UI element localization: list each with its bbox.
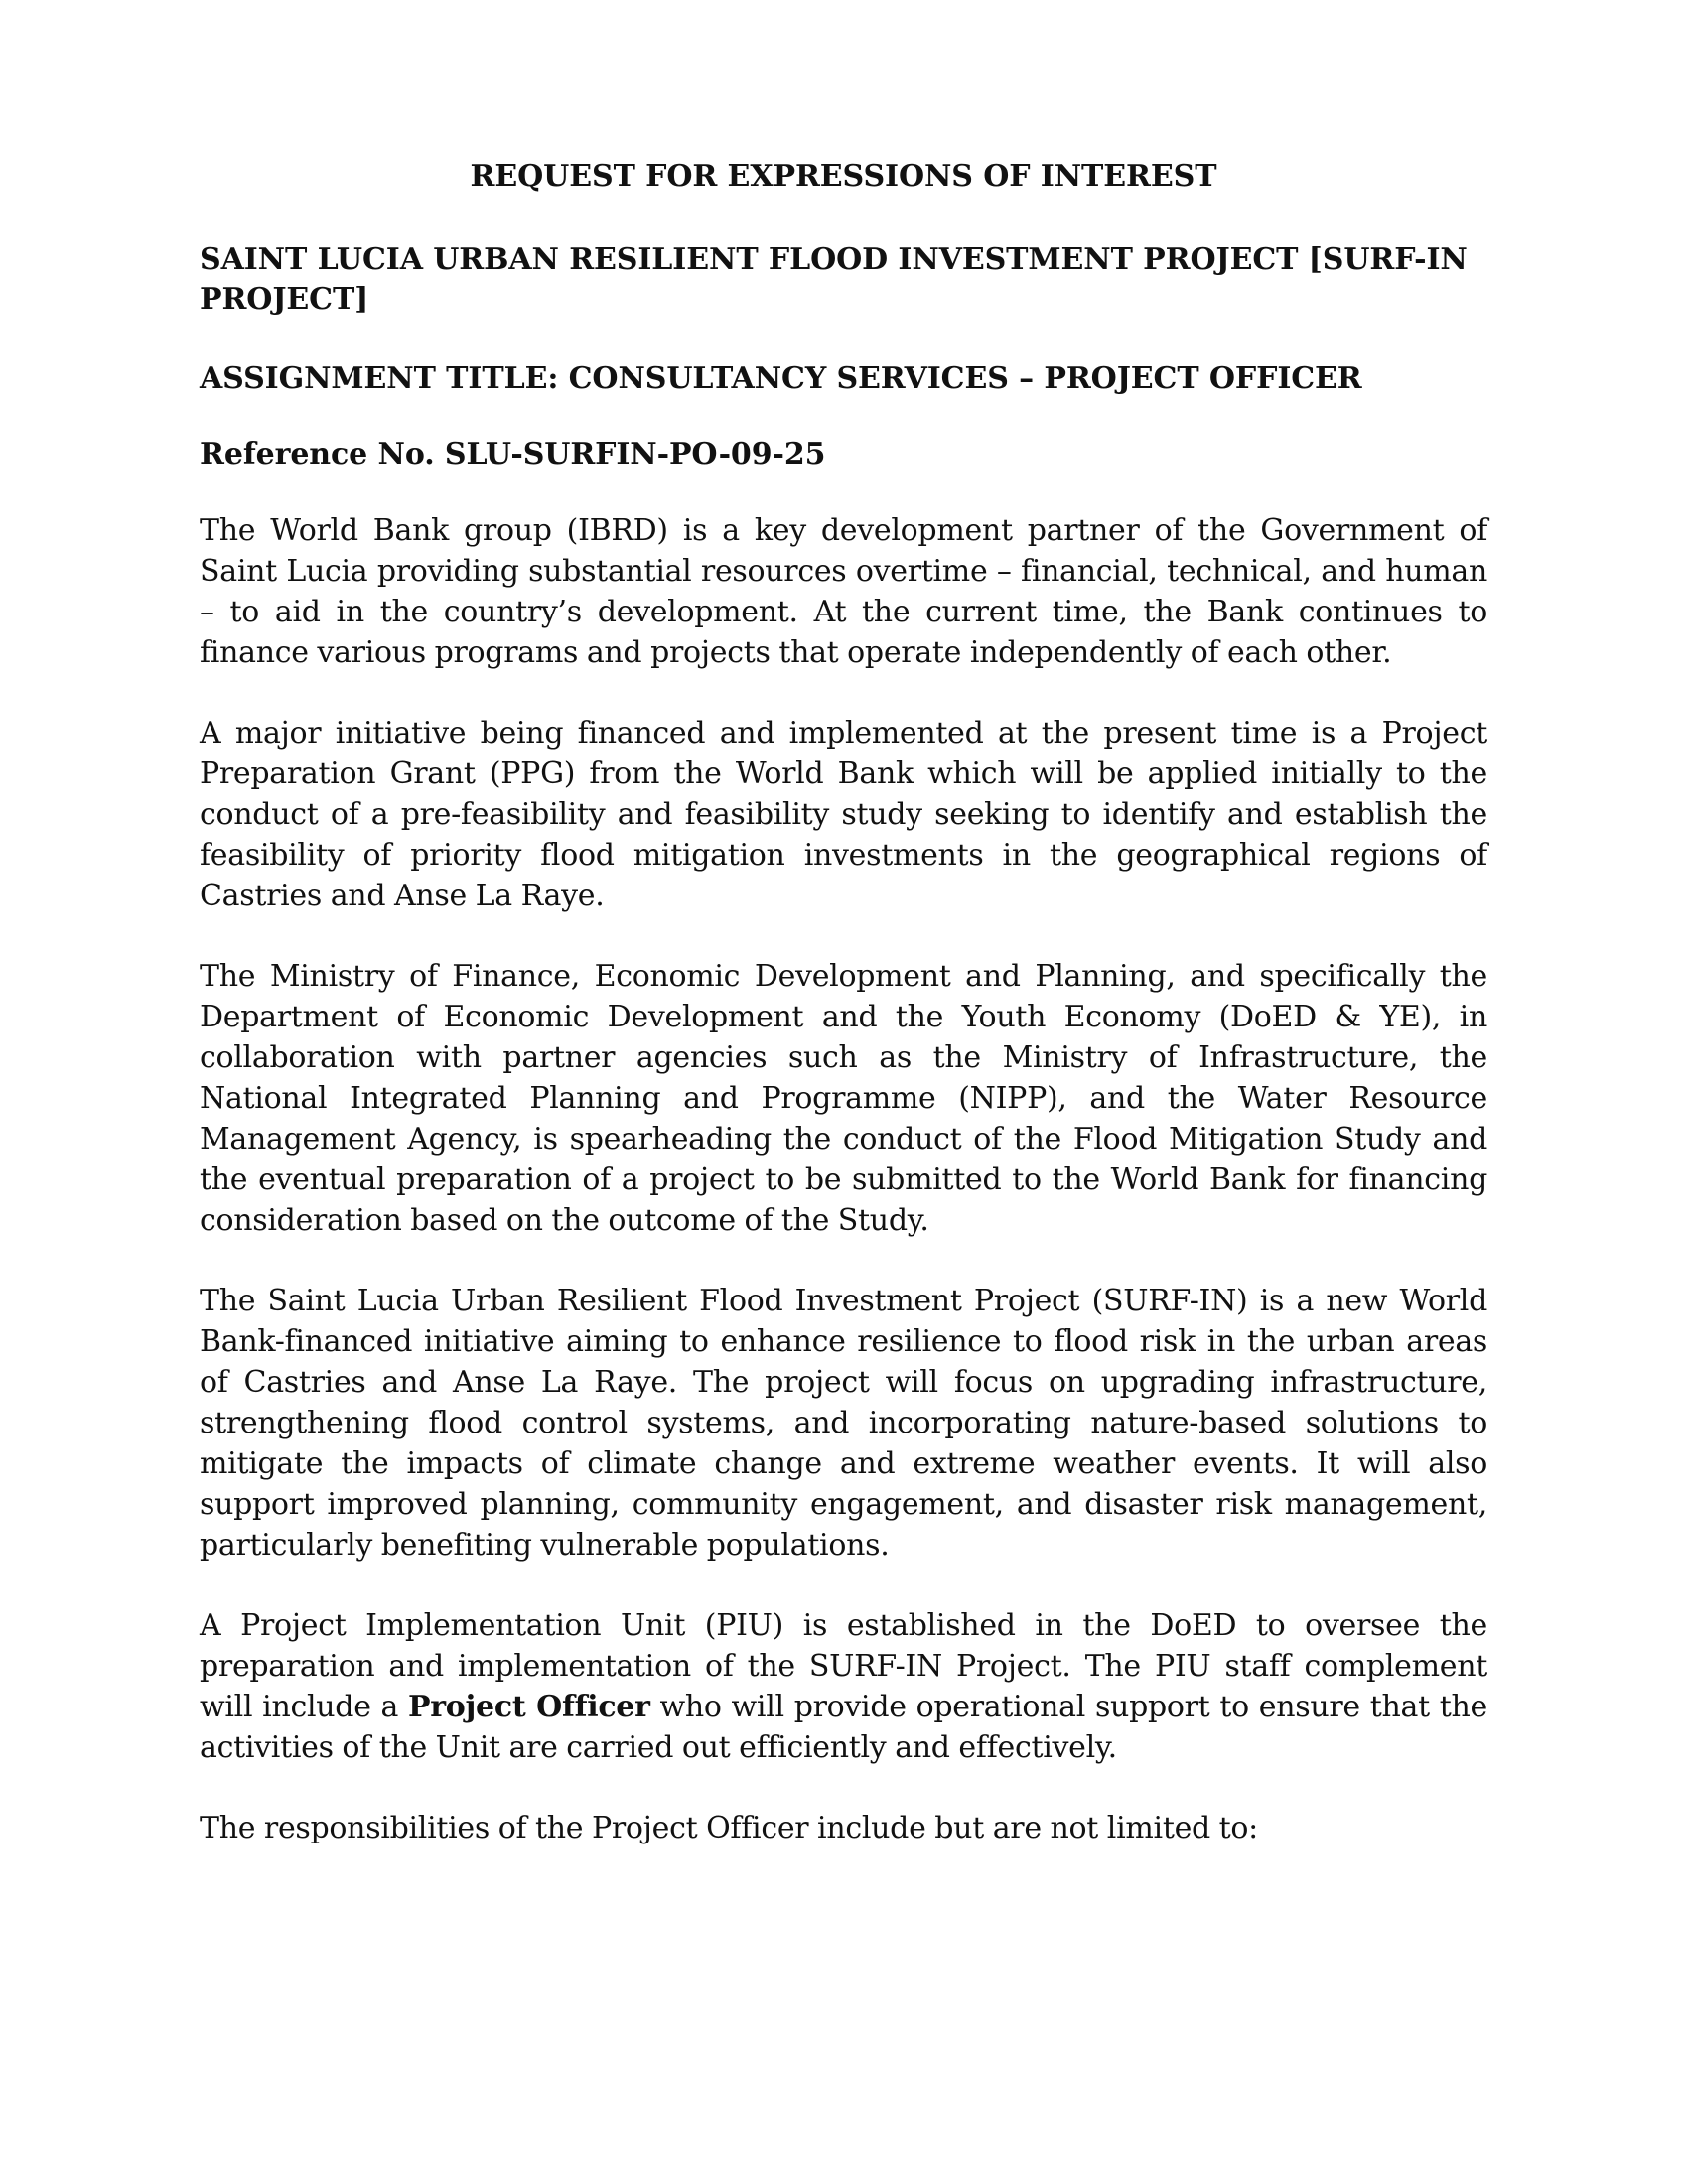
document-title: REQUEST FOR EXPRESSIONS OF INTEREST	[470, 159, 1217, 194]
project-officer-emphasis: Project Officer	[408, 1690, 650, 1724]
paragraph-world-bank: The World Bank group (IBRD) is a key development partner of the Government of Saint Lucia providing substantial resources overtime – financial, technical, and human – to aid in the country’s development. At the current time, the Bank continues to finance various programs and projects that operate independently of each other.	[200, 513, 1487, 670]
paragraph-ppg: A major initiative being financed and implemented at the present time is a Project Preparation Grant (PPG) from the World Bank which will be applied initially to the conduct of a pre-feasibility and feasibility study seeking to identify and establish the feasibility of priority flood mitigation investments in the geographical regions of Castries and Anse La Raye.	[200, 716, 1487, 913]
assignment-title: ASSIGNMENT TITLE: CONSULTANCY SERVICES – PROJECT OFFICER	[200, 361, 1362, 396]
piu-text-after: who will provide operational support to ensure that the activities of the Unit are carried out efficiently and effectively.	[200, 1690, 1487, 1765]
piu-text-before: A Project Implementation Unit (PIU) is established in the DoED to oversee the preparation and implementation of the SURF-IN Project. The PIU staff complement will include a	[200, 1608, 1487, 1724]
project-heading: SAINT LUCIA URBAN RESILIENT FLOOD INVESTMENT PROJECT [SURF-IN PROJECT]	[200, 242, 1468, 317]
paragraph-piu	[200, 1605, 1487, 1768]
responsibilities-intro: The responsibilities of the Project Officer include but are not limited to:	[200, 1811, 1258, 1845]
paragraph-surf-in: The Saint Lucia Urban Resilient Flood Investment Project (SURF-IN) is a new World Bank-financed initiative aiming to enhance resilience to flood risk in the urban areas of Castries and Anse La Raye. The project will focus on upgrading infrastructure, strengthening flood control systems, and incorporating nature-based solutions to mitigate the impacts of climate change and extreme weather events. It will also support improved planning, community engagement, and disaster risk management, particularly benefiting vulnerable populations.	[200, 1284, 1487, 1563]
document-body	[200, 157, 1487, 1888]
paragraph-ministry: The Ministry of Finance, Economic Development and Planning, and specifically the Department of Economic Development and the Youth Economy (DoED & YE), in collaboration with partner agencies such as the Ministry of Infrastructure, the National Integrated Planning and Programme (NIPP), and the Water Resource Management Agency, is spearheading the conduct of the Flood Mitigation Study and the eventual preparation of a project to be submitted to the World Bank for financing consideration based on the outcome of the Study.	[200, 959, 1487, 1238]
reference-number: Reference No. SLU-SURFIN-PO-09-25	[200, 437, 826, 472]
